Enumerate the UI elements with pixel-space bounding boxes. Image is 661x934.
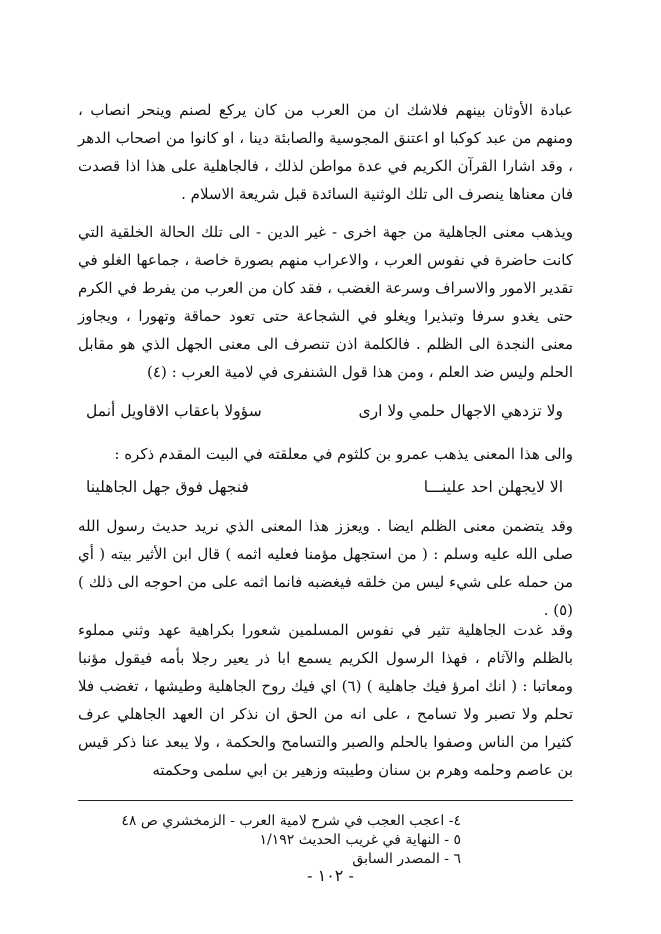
paragraph-1: عبادة الأوثان بينهم فلاشك ان من العرب من كان يركع لصنم وينحر انصاب ، ومنهم من عبد كوكبا او اعتنق المجوسية والصابئة دينا ، او كانوا من اصحاب الدهر ، وقد اشارا القرآن الكريم في عدة مواطن لذلك ، فالجاهلية على هذا اذا قصدت فان معناها ينصرف الى تلك الوثنية السائدة قبل شريعة الاسلام .: [78, 101, 573, 203]
footnote-6: ٦ - المصدر السابق: [352, 851, 461, 867]
footnote-divider: [78, 800, 573, 801]
footnote-4: ٤- اعجب العجب في شرح لامية العرب - الزمخشري ص ٤٨: [121, 813, 461, 829]
footnotes: [121, 812, 461, 869]
verse-amr-ibn-kulthum: [78, 478, 573, 504]
verse-first-hemistich: ولا تزدهي الاجهال حلمي ولا ارى: [358, 402, 563, 420]
paragraph-3: والى هذا المعنى يذهب عمرو بن كلثوم في معلقته في البيت المقدم ذكره :: [114, 445, 573, 463]
paragraph-4: وقد يتضمن معنى الظلم ايضا . ويعزز هذا المعنى الذي نريد حديث رسول الله صلى الله عليه وسلم : ( من استجهل مؤمنا فعليه اثمه ) قال ابن الأثير بيته ( أي من حمله على شيء ليس من خلقه فيغضبه فانما اثمه على من احوجه الى ذلك ) (٥) .: [78, 517, 573, 619]
verse-first-hemistich: الا لايجهلن احد علينـــا: [423, 478, 563, 496]
verse-shanfara: [78, 402, 573, 428]
verse-second-hemistich: فنجهل فوق جهل الجاهلينا: [86, 478, 249, 496]
page-number: - ١٠٢ -: [307, 866, 354, 885]
paragraph-2: ويذهب معنى الجاهلية من جهة اخرى - غير الدين - الى تلك الحالة الخلقية التي كانت حاضرة في نفوس العرب ، والاعراب منهم بصورة خاصة ، جماعها الغلو في تقدير الامور والاسراف وسرعة الغضب ، فقد كان من العرب من يفرط في الكرم حتى يغدو سرفا وتبذيرا ويغلو في الشجاعة حتى تعود حماقة وتهورا ، ويجاوز معنى النجدة الى الظلم . فالكلمة اذن تنصرف الى معنى الجهل الذي هو مقابل الحلم وليس ضد العلم ، ومن هذا قول الشنفرى في لامية العرب : (٤): [78, 223, 573, 381]
verse-second-hemistich: سؤولا باعقاب الاقاويل أنمل: [86, 402, 262, 420]
paragraph-5: وقد غدت الجاهلية تثير في نفوس المسلمين شعورا بكراهية عهد وثني مملوء بالظلم والآثام ، فهذا الرسول الكريم يسمع ابا ذر يعير رجلا بأمه فيقول مؤنبا ومعاتبا : ( انك امرؤ فيك جاهلية ) (٦) اي فيك روح الجاهلية وطيشها ، تغضب فلا تحلم ولا تصبر ولا تسامح ، على انه من الحق ان نذكر ان العهد الجاهلي عرف كثيرا من الناس وصفوا بالحلم والصبر والتسامح والحكمة ، ولا يبعد عنا ذكر قيس بن عاصم وحلمه وهرم بن سنان وطيبته وزهير بن ابي سلمى وحكمته: [78, 621, 573, 779]
footnote-5: ٥ - النهاية في غريب الحديث ١/١٩٢: [259, 832, 461, 848]
